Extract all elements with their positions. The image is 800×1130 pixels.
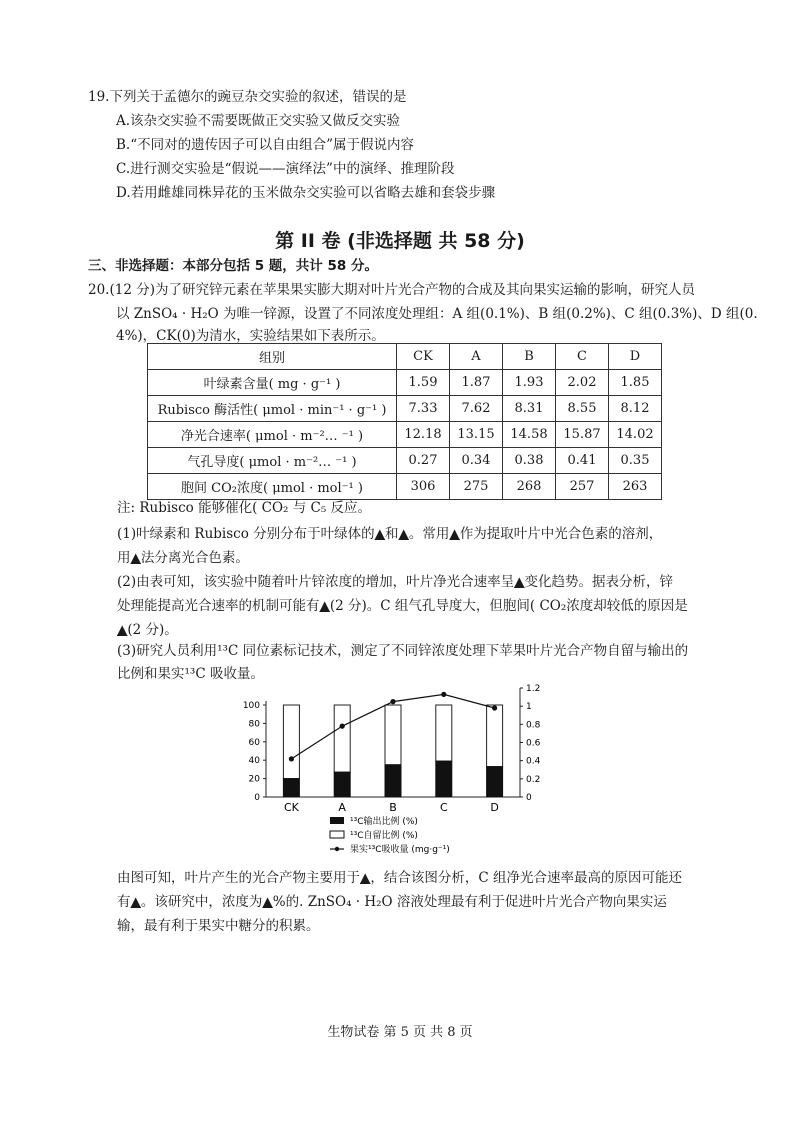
q20-part3-line1: (3)研究人员利用¹³C 同位素标记技术，测定了不同锌浓度处理下苹果叶片光合产物自留与输出的 bbox=[117, 643, 689, 659]
row-label: Rubisco 酶活性( μmol · min⁻¹ · g⁻¹ ) bbox=[148, 396, 397, 422]
left-tick-label: 20 bbox=[248, 774, 260, 785]
table-cell: 0.38 bbox=[503, 448, 556, 474]
q20-part3-line2: 比例和果实¹³C 吸收量。 bbox=[117, 666, 264, 682]
uptake-point bbox=[492, 705, 497, 710]
answer-blank[interactable]: ▲ bbox=[130, 894, 141, 910]
q20-part1-line1 bbox=[117, 524, 662, 544]
table-cell: 12.18 bbox=[397, 422, 450, 448]
table-cell: 1.59 bbox=[397, 370, 450, 396]
legend-swatch-retained bbox=[330, 831, 344, 838]
uptake-point bbox=[289, 756, 294, 761]
bar-retained bbox=[385, 705, 401, 765]
left-tick-label: 100 bbox=[242, 701, 260, 711]
q20-part2-line2 bbox=[117, 596, 688, 616]
table-cell: 268 bbox=[503, 474, 556, 500]
text: (1)叶绿素和 Rubisco 分别分布于叶绿体的 bbox=[117, 526, 375, 542]
text: 。该研究中，浓度为 bbox=[140, 894, 263, 910]
table-cell: 14.58 bbox=[503, 422, 556, 448]
text: (2)由表可知，该实验中随着叶片锌浓度的增加，叶片净光合速率呈 bbox=[117, 574, 515, 590]
right-tick-label: 0.6 bbox=[526, 738, 541, 749]
q20-part1-line2 bbox=[117, 548, 249, 568]
answer-blank[interactable]: ▲ bbox=[514, 574, 525, 590]
text: 有 bbox=[117, 894, 131, 910]
text: 作为提取叶片中光合色素的溶剂， bbox=[459, 526, 663, 542]
text: 和 bbox=[385, 526, 399, 542]
table-cell: 257 bbox=[556, 474, 609, 500]
uptake-point bbox=[390, 699, 395, 704]
table-cell: 15.87 bbox=[556, 422, 609, 448]
results-table bbox=[147, 343, 662, 500]
answer-blank[interactable]: ▲ bbox=[360, 870, 371, 886]
table-cell: 2.02 bbox=[556, 370, 609, 396]
category-label: CK bbox=[283, 801, 299, 814]
table-row bbox=[148, 370, 662, 396]
text: 处理能提高光合速率的机制可能有 bbox=[117, 598, 320, 614]
table-cell: 7.33 bbox=[397, 396, 450, 422]
q20-part2-line3 bbox=[117, 620, 178, 640]
left-tick-label: 40 bbox=[248, 756, 260, 767]
bar-exported bbox=[487, 767, 503, 797]
table-header-cell: D bbox=[609, 344, 662, 370]
left-tick-label: 0 bbox=[254, 793, 260, 803]
right-tick-label: 0.4 bbox=[526, 756, 541, 767]
table-cell: 0.35 bbox=[609, 448, 662, 474]
table-cell: 7.62 bbox=[450, 396, 503, 422]
table-cell: 263 bbox=[609, 474, 662, 500]
right-tick-label: 0.2 bbox=[526, 774, 541, 785]
answer-blank[interactable]: ▲ bbox=[398, 526, 409, 542]
right-tick-label: 0 bbox=[526, 793, 532, 803]
table-cell: 13.15 bbox=[450, 422, 503, 448]
q20-part3-line4 bbox=[117, 892, 667, 912]
table-cell: 306 bbox=[397, 474, 450, 500]
text: 由图可知，叶片产生的光合产物主要用于 bbox=[117, 870, 360, 886]
row-label: 叶绿素含量( mg · g⁻¹ ) bbox=[148, 370, 397, 396]
left-tick-label: 60 bbox=[248, 737, 260, 748]
table-header-cell: C bbox=[556, 344, 609, 370]
table-header-cell: B bbox=[503, 344, 556, 370]
bar-retained bbox=[436, 705, 452, 761]
table-cell: 8.55 bbox=[556, 396, 609, 422]
q20-intro-3: 4%)，CK(0)为清水，实验结果如下表所示。 bbox=[116, 328, 385, 344]
row-label: 净光合速率( μmol · m⁻²… ⁻¹ ) bbox=[148, 422, 397, 448]
left-tick-label: 80 bbox=[248, 719, 260, 730]
text: 用 bbox=[117, 550, 131, 566]
text: (2 分)。 bbox=[127, 622, 178, 638]
table-row bbox=[148, 396, 662, 422]
table-header-cell: CK bbox=[397, 344, 450, 370]
text: 法分离光合色素。 bbox=[140, 550, 249, 566]
q19-option-c[interactable]: C.进行测交实验是“假说——演绎法”中的演绎、推理阶段 bbox=[116, 161, 455, 177]
part2-title: 第 II 卷 (非选择题 共 58 分) bbox=[275, 230, 525, 252]
right-tick-label: 0.8 bbox=[526, 720, 541, 731]
answer-blank[interactable]: ▲ bbox=[319, 598, 330, 614]
text: ，结合该图分析，C 组净光合速率最高的原因可能还 bbox=[370, 870, 683, 886]
table-cell: 0.34 bbox=[450, 448, 503, 474]
answer-blank[interactable]: ▲ bbox=[449, 526, 460, 542]
category-label: B bbox=[389, 801, 397, 814]
bar-retained bbox=[283, 705, 299, 779]
legend-label: ¹³C自留比例 (%) bbox=[350, 831, 418, 841]
table-cell: 0.41 bbox=[556, 448, 609, 474]
table-cell: 275 bbox=[450, 474, 503, 500]
legend-swatch-uptake-dot bbox=[335, 847, 339, 851]
legend-label: ¹³C输出比例 (%) bbox=[350, 817, 418, 827]
table-header-cell: 组别 bbox=[148, 344, 397, 370]
q19-option-a[interactable]: A.该杂交实验不需要既做正交实验又做反交实验 bbox=[116, 113, 401, 129]
bar-exported bbox=[283, 779, 299, 797]
text: (2 分)。C 组气孔导度大，但胞间( CO₂浓度却较低的原因是 bbox=[329, 598, 688, 614]
table-header-cell: A bbox=[450, 344, 503, 370]
table-row bbox=[148, 448, 662, 474]
table-row bbox=[148, 474, 662, 500]
legend-label: 果实¹³C吸收量 (mg·g⁻¹) bbox=[350, 845, 450, 855]
bar-exported bbox=[385, 765, 401, 797]
text: %的. ZnSO₄ · H₂O 溶液处理最有利于促进叶片光合产物向果实运 bbox=[272, 894, 667, 910]
answer-blank[interactable]: ▲ bbox=[374, 526, 386, 542]
table-cell: 1.87 bbox=[450, 370, 503, 396]
answer-blank[interactable]: ▲ bbox=[117, 622, 128, 638]
table-cell: 8.12 bbox=[609, 396, 662, 422]
table-header-row bbox=[148, 344, 662, 370]
q20-part3-line3 bbox=[117, 868, 682, 888]
text: 。常用 bbox=[408, 526, 450, 542]
category-label: C bbox=[439, 801, 448, 814]
row-label: 胞间 CO₂浓度( μmol · mol⁻¹ ) bbox=[148, 474, 397, 500]
uptake-point bbox=[441, 692, 446, 697]
bar-retained bbox=[487, 705, 503, 767]
legend-swatch-exported bbox=[330, 817, 344, 824]
q19-stem: 19.下列关于孟德尔的豌豆杂交实验的叙述，错误的是 bbox=[88, 89, 407, 105]
category-label: D bbox=[490, 801, 499, 814]
table-cell: 1.93 bbox=[503, 370, 556, 396]
table-cell: 1.85 bbox=[609, 370, 662, 396]
q19-option-b[interactable]: B.“不同对的遗传因子可以自由组合”属于假说内容 bbox=[116, 137, 415, 153]
uptake-point bbox=[340, 724, 345, 729]
text: 变化趋势。据表分析，锌 bbox=[524, 574, 674, 590]
q20-intro-2: 以 ZnSO₄ · H₂O 为唯一锌源，设置了不同浓度处理组：A 组(0.1%)、B 组(0.2%)、C 组(0.3%)、D 组(0. bbox=[116, 306, 758, 322]
right-tick-label: 1.2 bbox=[526, 684, 541, 694]
q20-intro-1: 20.(12 分)为了研究锌元素在苹果果实膨大期对叶片光合产物的合成及其向果实运输的影响，研究人员 bbox=[88, 282, 695, 298]
section3-heading: 三、非选择题：本部分包括 5 题，共计 58 分。 bbox=[88, 258, 378, 274]
row-label: 气孔导度( μmol · m⁻²… ⁻¹ ) bbox=[148, 448, 397, 474]
answer-blank[interactable]: ▲ bbox=[262, 894, 273, 910]
table-row bbox=[148, 422, 662, 448]
table-cell: 14.02 bbox=[609, 422, 662, 448]
carbon-allocation-chart bbox=[220, 680, 580, 860]
bar-retained bbox=[334, 705, 350, 772]
bar-exported bbox=[334, 772, 350, 797]
bar-exported bbox=[436, 761, 452, 797]
table-cell: 0.27 bbox=[397, 448, 450, 474]
q20-part3-line5: 输，最有利于果实中糖分的积累。 bbox=[117, 918, 320, 934]
table-cell: 8.31 bbox=[503, 396, 556, 422]
q19-option-d[interactable]: D.若用雌雄同株异花的玉米做杂交实验可以省略去雄和套袋步骤 bbox=[116, 185, 496, 201]
table-note: 注: Rubisco 能够催化( CO₂ 与 C₅ 反应。 bbox=[117, 500, 372, 516]
page-footer: 生物试卷 第 5 页 共 8 页 bbox=[327, 1025, 473, 1040]
right-tick-label: 1 bbox=[526, 702, 532, 713]
category-label: A bbox=[338, 801, 346, 814]
q20-part2-line1 bbox=[117, 572, 673, 592]
answer-blank[interactable]: ▲ bbox=[130, 550, 141, 566]
